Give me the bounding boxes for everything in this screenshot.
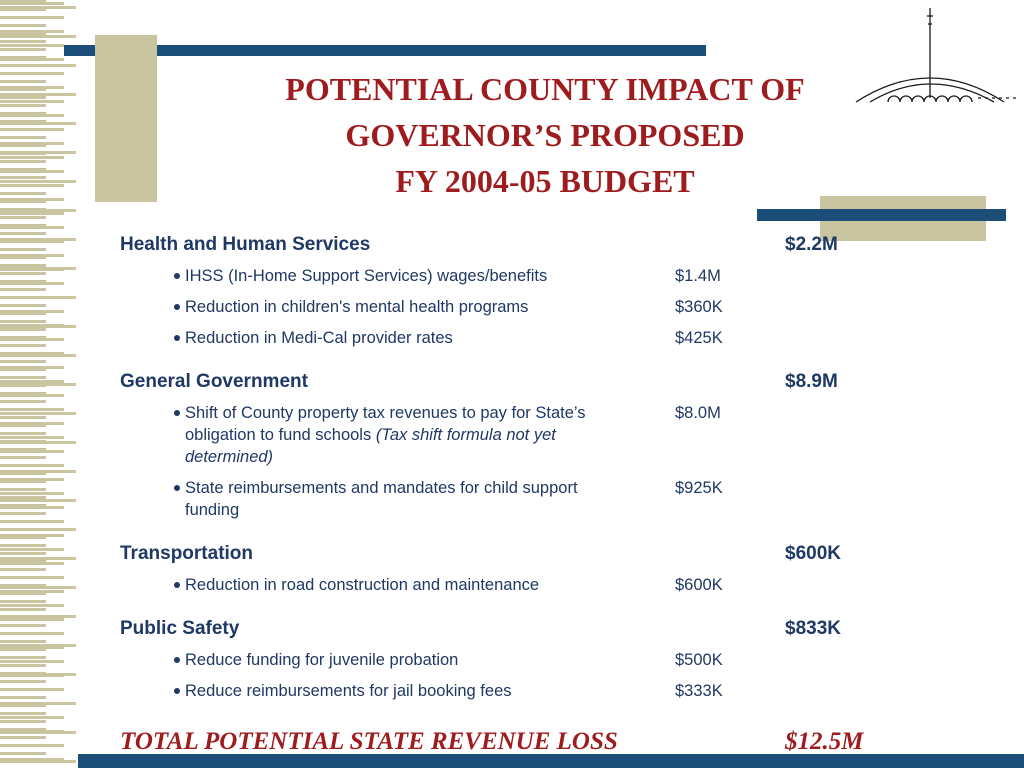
- item-amount: $925K: [675, 479, 723, 497]
- bottom-navy-bar: [78, 754, 1024, 768]
- section-name: Health and Human Services: [120, 234, 371, 255]
- item-text: [185, 402, 625, 468]
- item-text: Reduce funding for juvenile probation: [185, 651, 459, 669]
- item-text: Reduction in road construction and maintenance: [185, 576, 540, 594]
- section-public-safety: [120, 618, 920, 702]
- list-item: [120, 265, 985, 287]
- section-name: Transportation: [120, 543, 254, 564]
- bullet-icon: [174, 410, 180, 416]
- item-text: Reduction in Medi-Cal provider rates: [185, 329, 453, 347]
- item-text-main: Shift of County property tax revenues to pay for State’s obligation to fund schools: [185, 404, 586, 444]
- bullet-icon: [174, 688, 180, 694]
- tan-block-left: [95, 35, 157, 202]
- budget-impact-list: [120, 234, 920, 756]
- section-health-human-services: [120, 234, 920, 349]
- section-general-government: [120, 371, 920, 521]
- title-line: FY 2004-05 BUDGET: [395, 163, 695, 199]
- list-item: [120, 327, 985, 349]
- section-name: General Government: [120, 371, 308, 392]
- list-item: [120, 296, 985, 318]
- total-label: TOTAL POTENTIAL STATE REVENUE LOSS: [120, 728, 618, 755]
- total-amount: $12.5M: [785, 728, 864, 755]
- total-row: [120, 728, 920, 756]
- item-amount: $500K: [675, 651, 723, 669]
- section-header: [120, 234, 920, 256]
- section-total: $2.2M: [785, 234, 838, 255]
- bullet-icon: [174, 304, 180, 310]
- item-text: IHSS (In-Home Support Services) wages/benefits: [185, 267, 548, 285]
- item-amount: $1.4M: [675, 267, 721, 285]
- bullet-icon: [174, 582, 180, 588]
- item-text-note: (Tax shift formula not yet determined): [185, 426, 556, 466]
- title-line: POTENTIAL COUNTY IMPACT OF: [285, 71, 805, 107]
- item-amount: $425K: [675, 329, 723, 347]
- bullet-icon: [174, 335, 180, 341]
- item-amount: $333K: [675, 682, 723, 700]
- item-text: State reimbursements and mandates for child support funding: [185, 479, 578, 519]
- bullet-icon: [174, 657, 180, 663]
- list-item: [120, 649, 985, 671]
- section-total: $600K: [785, 543, 841, 564]
- item-amount: $600K: [675, 576, 723, 594]
- title-line: GOVERNOR’S PROPOSED: [345, 117, 745, 153]
- section-total: $8.9M: [785, 371, 838, 392]
- slide-title: [160, 66, 930, 204]
- section-header: [120, 618, 920, 640]
- bullet-icon: [174, 273, 180, 279]
- list-item: [120, 574, 985, 596]
- section-total: $833K: [785, 618, 841, 639]
- list-item: [120, 402, 985, 468]
- item-amount: $8.0M: [675, 404, 721, 422]
- item-amount: $360K: [675, 298, 723, 316]
- bullet-icon: [174, 485, 180, 491]
- stripe-layer: [0, 6, 76, 768]
- list-item: [120, 477, 985, 521]
- section-header: [120, 543, 920, 565]
- section-transportation: [120, 543, 920, 596]
- section-header: [120, 371, 920, 393]
- top-navy-bar: [64, 45, 706, 56]
- item-text: Reduce reimbursements for jail booking fees: [185, 682, 512, 700]
- right-navy-bar: [757, 209, 1006, 221]
- left-stripe-decoration: [0, 0, 78, 768]
- section-name: Public Safety: [120, 618, 240, 639]
- item-text: Reduction in children's mental health programs: [185, 298, 529, 316]
- list-item: [120, 680, 985, 702]
